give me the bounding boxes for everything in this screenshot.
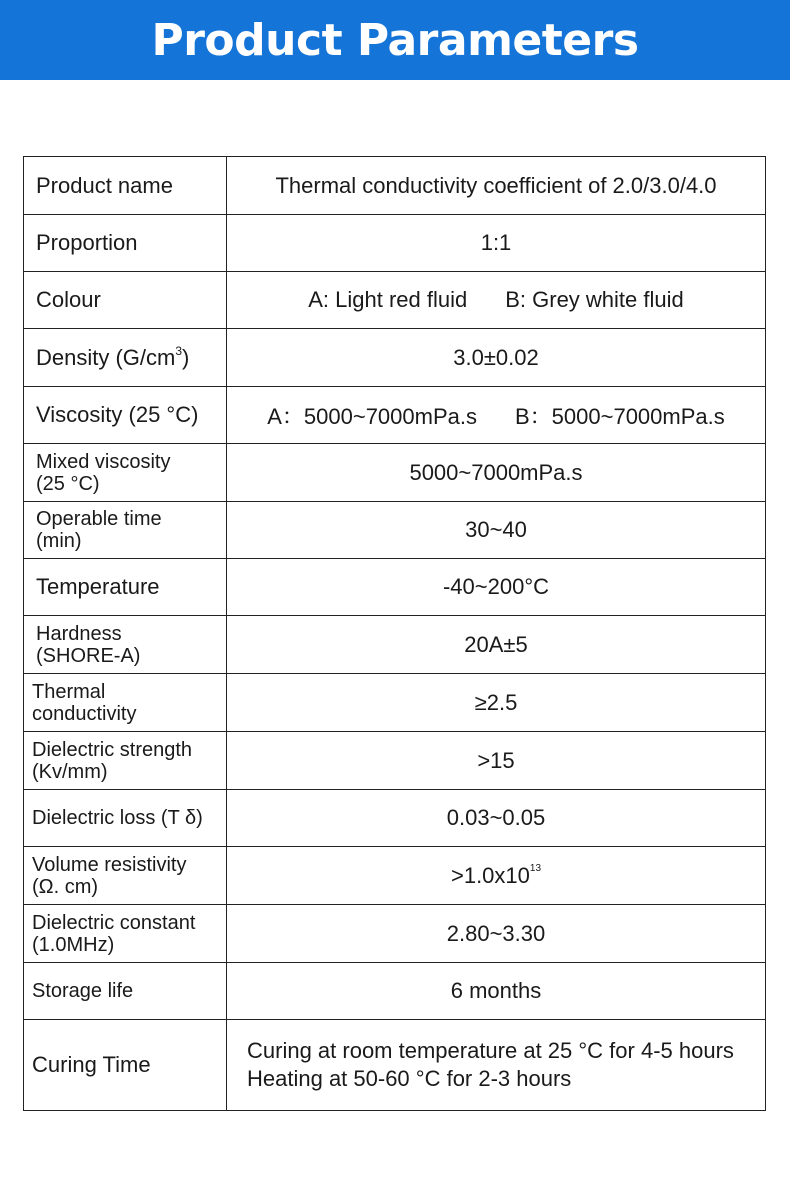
table-row [24, 847, 766, 905]
row-label: Proportion [24, 215, 227, 272]
table-row [24, 616, 766, 674]
row-label: Product name [24, 157, 227, 215]
table-row [24, 502, 766, 559]
row-value: Thermal conductivity coefficient of 2.0/3.0/4.0 [227, 157, 766, 215]
row-value [227, 387, 766, 444]
row-value: 6 months [227, 963, 766, 1020]
row-value: 20A±5 [227, 616, 766, 674]
table-row [24, 674, 766, 732]
row-label: Storage life [24, 963, 227, 1020]
row-value [227, 272, 766, 329]
row-value: 0.03~0.05 [227, 790, 766, 847]
table-row [24, 329, 766, 387]
colour-a: A: Light red fluid [308, 287, 468, 312]
row-value: >15 [227, 732, 766, 790]
row-label: Curing Time [24, 1020, 227, 1111]
viscosity-b: B：5000~7000mPa.s [515, 403, 725, 429]
row-label: Temperature [24, 559, 227, 616]
table-row [24, 215, 766, 272]
row-label: Operable time (min) [24, 502, 227, 559]
row-value: 3.0±0.02 [227, 329, 766, 387]
row-label: Mixed viscosity (25 °C) [24, 444, 227, 502]
row-label: Volume resistivity (Ω. cm) [24, 847, 227, 905]
table-row [24, 387, 766, 444]
row-value: Curing at room temperature at 25 °C for 4-5 hours Heating at 50-60 °C for 2-3 hours [227, 1020, 766, 1111]
table-row [24, 272, 766, 329]
row-value: 2.80~3.30 [227, 905, 766, 963]
row-value: -40~200°C [227, 559, 766, 616]
row-value: $>1.0x10^{13}$ [227, 847, 766, 905]
table-row [24, 732, 766, 790]
row-value: 30~40 [227, 502, 766, 559]
row-label: Dielectric strength (Kv/mm) [24, 732, 227, 790]
row-label: Dielectric loss (T δ) [24, 790, 227, 847]
title-banner [0, 0, 790, 80]
viscosity-a: A：5000~7000mPa.s [267, 403, 477, 429]
table-row [24, 1020, 766, 1111]
parameters-table [23, 156, 766, 1111]
row-label: Thermal conductivity [24, 674, 227, 732]
table-row [24, 905, 766, 963]
table-row [24, 157, 766, 215]
row-label: Hardness (SHORE-A) [24, 616, 227, 674]
row-label: Dielectric constant (1.0MHz) [24, 905, 227, 963]
table-row [24, 559, 766, 616]
row-label: Viscosity (25 °C) [24, 387, 227, 444]
row-value: 5000~7000mPa.s [227, 444, 766, 502]
table-row [24, 790, 766, 847]
table-row [24, 444, 766, 502]
page-title: Product Parameters [151, 14, 639, 66]
colour-b: B: Grey white fluid [505, 287, 684, 312]
row-value: 1:1 [227, 215, 766, 272]
row-label: Density $(G/cm^3)$ [24, 329, 227, 387]
row-label: Colour [24, 272, 227, 329]
table-row [24, 963, 766, 1020]
row-value: ≥2.5 [227, 674, 766, 732]
